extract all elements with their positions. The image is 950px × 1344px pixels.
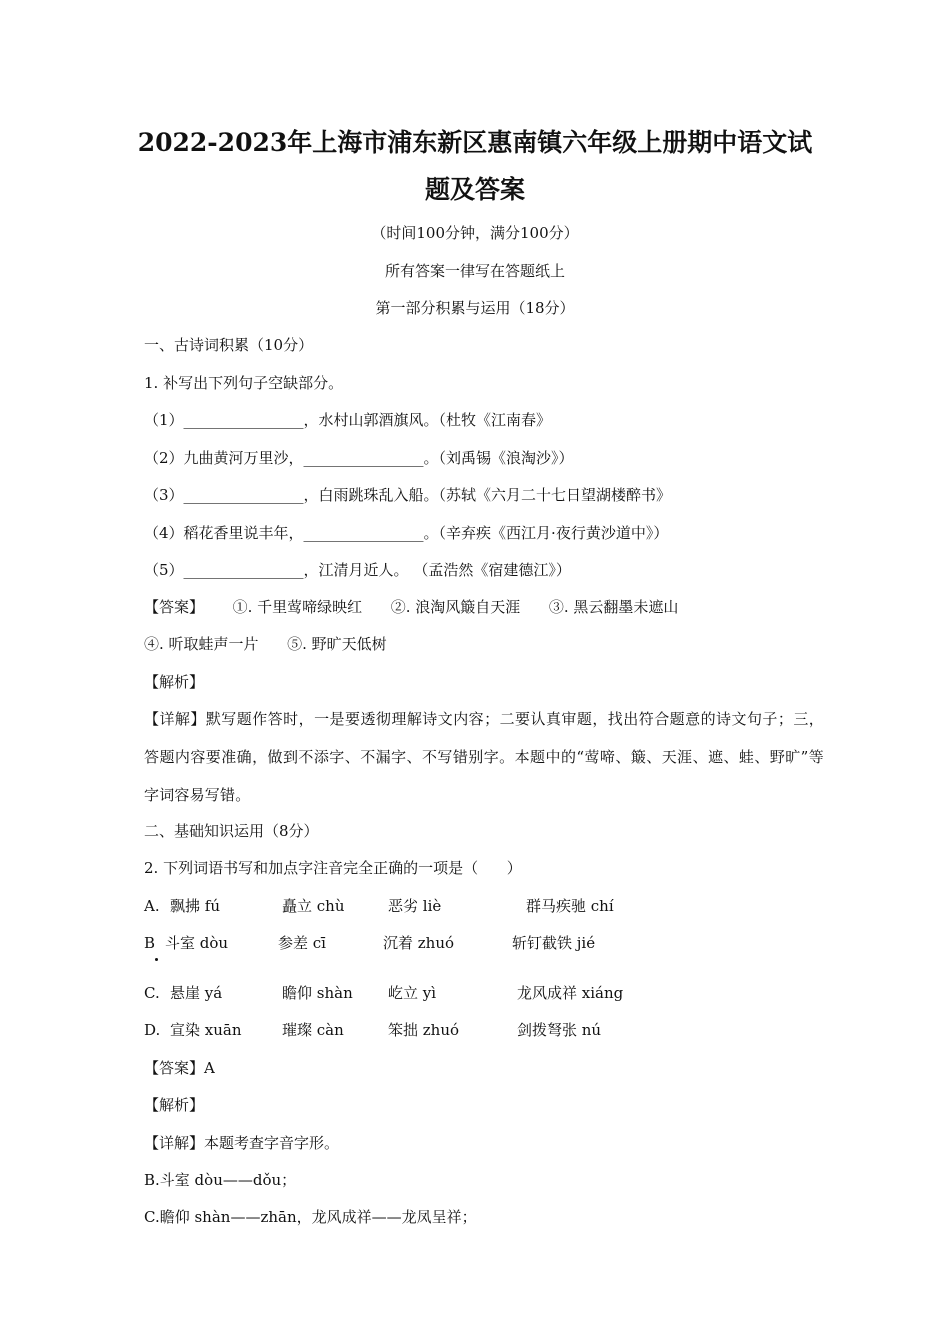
poem-item: （1）________________，水村山郭酒旗风。（杜牧《江南春》	[144, 411, 552, 429]
option-word: 瞻仰 shàn	[282, 984, 353, 1002]
option-word: 沉着 zhuó	[383, 934, 455, 952]
section-two-heading: 二、基础知识运用（8分）	[144, 822, 319, 840]
option-word: 斗室 dòu	[165, 934, 229, 952]
option-word: 飘拂 fú	[170, 897, 220, 915]
option-word: 参差 cī	[278, 934, 326, 952]
option-word: 璀璨 càn	[282, 1021, 344, 1039]
poem-item: （2）九曲黄河万里沙，________________。（刘禹锡《浪淘沙》）	[144, 449, 574, 467]
poem-item: （4）稻花香里说丰年，________________。（辛弃疾《西江月·夜行黄沙道中》）	[144, 524, 669, 542]
option-word: 宣染 xuān	[170, 1021, 242, 1039]
option-word: 龙风成祥 xiáng	[517, 984, 624, 1002]
poem-item: （5）________________，江清月近人。 （孟浩然《宿建德江》）	[144, 561, 571, 579]
answer-one-line-2: ④. 听取蛙声一片 ⑤. 野旷天低树	[144, 635, 387, 653]
document-title-line-2: 题及答案	[424, 175, 525, 204]
option-label: D.	[144, 1021, 161, 1039]
answer-two: 【答案】A	[144, 1059, 215, 1077]
section-one-heading: 一、古诗词积累（10分）	[144, 336, 314, 354]
instruction-note: 所有答案一律写在答题纸上	[384, 262, 565, 280]
option-word: 剑拨弩张 nú	[517, 1021, 602, 1039]
detail-explanation: 【详解】本题考查字音字形。	[144, 1134, 340, 1152]
correction-note-b: B.斗室 dòu——dǒu；	[144, 1171, 297, 1189]
option-label: B	[144, 934, 156, 952]
answer-one-line-1: 【答案】 ①. 千里莺啼绿映红 ②. 浪淘风簸自天涯 ③. 黑云翻墨未遮山	[144, 598, 679, 616]
time-info: （时间100分钟，满分100分）	[371, 224, 579, 242]
option-label: C.	[144, 984, 160, 1002]
analysis-label: 【解析】	[144, 1096, 205, 1114]
option-label: A.	[144, 897, 160, 915]
emphasis-dot	[155, 958, 158, 961]
detail-explanation: 【详解】默写题作答时，一是要透彻理解诗文内容；二要认真审题，找出符合题意的诗文句子；三，答题内容要准确，做到不添字、不漏字、不写错别字。本题中的“莺啼、簸、天涯、遮、蛙、野旷”等字词容易写错。	[144, 710, 824, 804]
analysis-label: 【解析】	[144, 673, 205, 691]
question-two-stem: 2. 下列词语书写和加点字注音完全正确的一项是（ ）	[144, 859, 522, 877]
option-word: 群马疾驰 chí	[526, 897, 614, 915]
option-word: 悬崖 yá	[170, 984, 223, 1002]
question-one-stem: 1. 补写出下列句子空缺部分。	[144, 374, 344, 392]
option-word: 笨拙 zhuó	[388, 1021, 460, 1039]
option-word: 恶劣 liè	[388, 897, 442, 915]
document-title-line-1: 2022-2023年上海市浦东新区惠南镇六年级上册期中语文试	[137, 128, 813, 157]
option-word: 斩钉截铁 jié	[512, 934, 596, 952]
correction-note-c: C.瞻仰 shàn——zhān，龙风成祥——龙凤呈祥；	[144, 1208, 477, 1226]
option-word: 矗立 chù	[282, 897, 345, 915]
poem-item: （3）________________，白雨跳珠乱入船。（苏轼《六月二十七日望湖楼醉书》	[144, 486, 672, 504]
part-one-heading: 第一部分积累与运用（18分）	[375, 299, 575, 317]
option-word: 屹立 yì	[388, 984, 437, 1002]
